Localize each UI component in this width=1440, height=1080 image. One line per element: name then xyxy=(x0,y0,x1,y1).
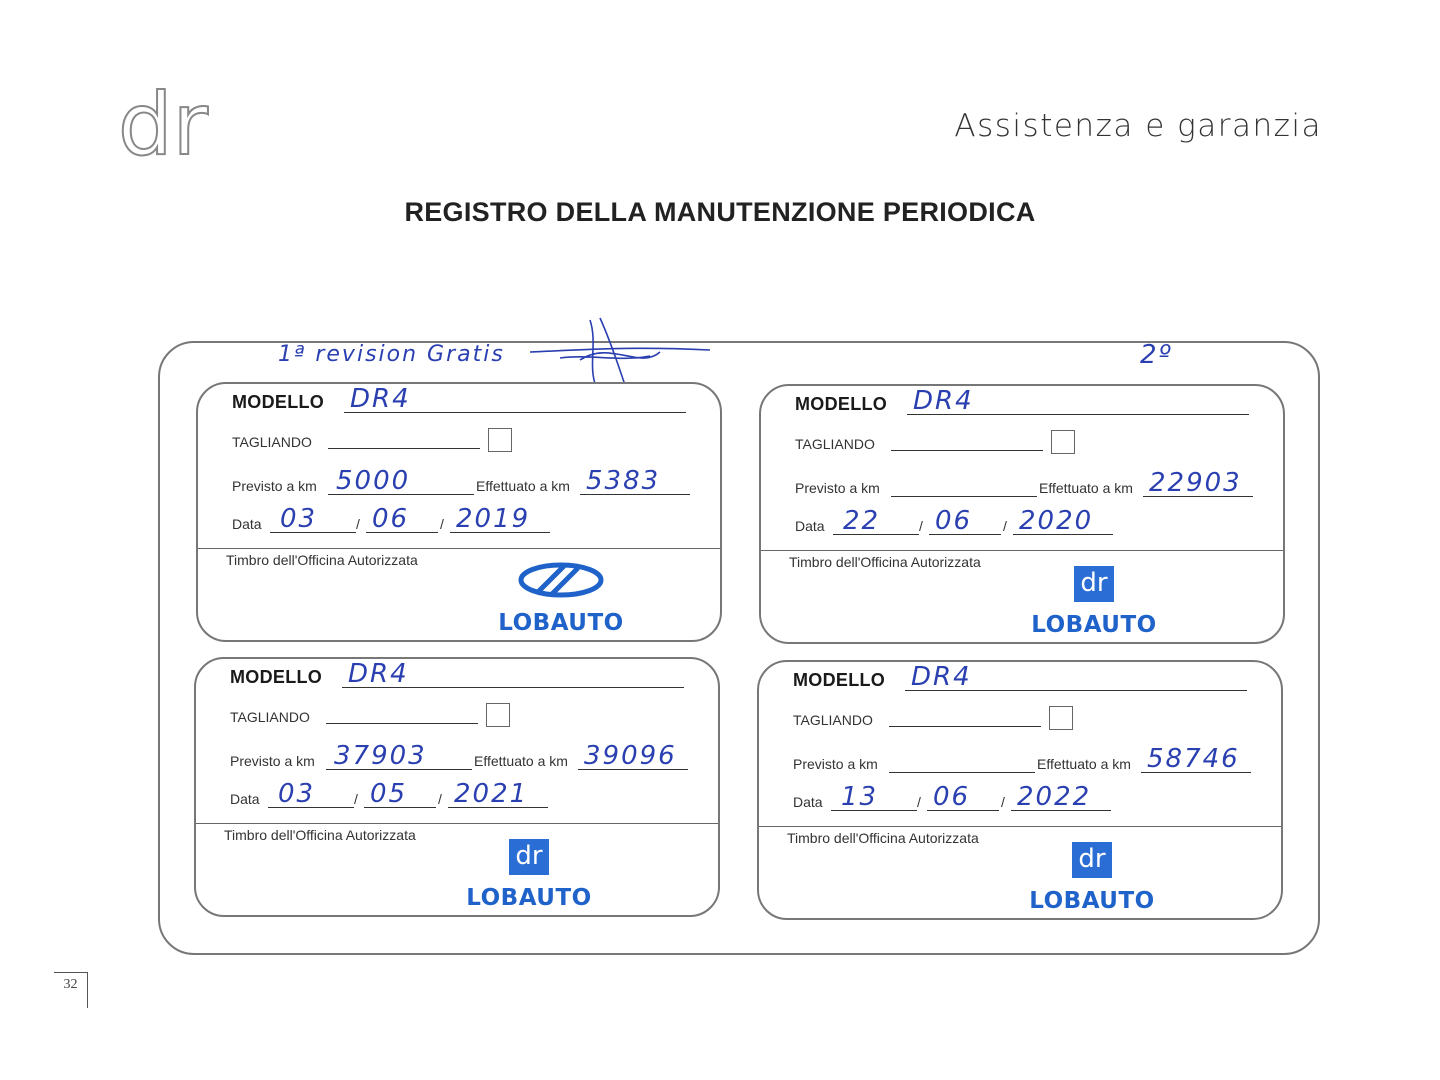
data-label: Data xyxy=(232,516,262,532)
year-value[interactable]: 2021 xyxy=(454,779,529,809)
year-value[interactable]: 2022 xyxy=(1017,782,1092,812)
month-value[interactable]: 06 xyxy=(935,506,973,536)
stamp-text: LOBAUTO xyxy=(498,610,624,636)
tagliando-line xyxy=(889,726,1041,727)
date-separator: / xyxy=(438,791,442,807)
date-separator: / xyxy=(919,518,923,534)
data-label: Data xyxy=(795,518,825,534)
timbro-label: Timbro dell'Officina Autorizzata xyxy=(224,827,416,843)
modello-row xyxy=(795,386,1249,424)
tagliando-label: TAGLIANDO xyxy=(795,436,875,452)
effettuato-value[interactable]: 5383 xyxy=(586,466,661,496)
day-value[interactable]: 13 xyxy=(841,782,879,812)
lobauto-stamp xyxy=(454,835,604,915)
handwritten-note-second: 2º xyxy=(1140,340,1173,370)
effettuato-value[interactable]: 39096 xyxy=(584,741,677,771)
tagliando-row xyxy=(795,430,1249,460)
maintenance-card-3 xyxy=(194,657,720,917)
month-value[interactable]: 05 xyxy=(370,779,408,809)
modello-label: MODELLO xyxy=(230,667,323,687)
lobauto-stamp xyxy=(486,560,636,640)
page-number: 32 xyxy=(54,972,88,1008)
km-row xyxy=(795,468,1249,504)
stamp-text: LOBAUTO xyxy=(1029,888,1155,914)
stamp-text: LOBAUTO xyxy=(1031,612,1157,638)
tagliando-row xyxy=(230,703,684,733)
stamp-divider xyxy=(759,826,1281,827)
date-separator: / xyxy=(917,794,921,810)
modello-value[interactable]: DR4 xyxy=(911,662,972,692)
date-separator: / xyxy=(1001,794,1005,810)
stamp-divider xyxy=(198,548,720,549)
km-row xyxy=(232,466,686,502)
timbro-label: Timbro dell'Officina Autorizzata xyxy=(789,554,981,570)
stamp-text: LOBAUTO xyxy=(466,885,592,911)
modello-label: MODELLO xyxy=(795,394,888,414)
dr-badge: dr xyxy=(1074,566,1114,602)
lobauto-stamp xyxy=(1019,562,1169,642)
modello-row xyxy=(230,659,684,697)
modello-label: MODELLO xyxy=(232,392,325,412)
tagliando-checkbox[interactable] xyxy=(486,703,510,727)
month-value[interactable]: 06 xyxy=(933,782,971,812)
svg-text:dr: dr xyxy=(118,86,208,160)
handwritten-note-first: 1ª revision Gratis xyxy=(278,342,505,367)
page-title: REGISTRO DELLA MANUTENZIONE PERIODICA xyxy=(404,197,1036,227)
effettuato-label: Effettuato a km xyxy=(474,753,568,769)
tagliando-label: TAGLIANDO xyxy=(230,709,310,725)
data-row xyxy=(232,504,686,540)
effettuato-value[interactable]: 22903 xyxy=(1149,468,1242,498)
previsto-value[interactable]: 5000 xyxy=(336,466,411,496)
maintenance-card-2 xyxy=(759,384,1285,644)
timbro-label: Timbro dell'Officina Autorizzata xyxy=(226,552,418,568)
data-label: Data xyxy=(230,791,260,807)
stamp-divider xyxy=(196,823,718,824)
tagliando-line xyxy=(891,450,1043,451)
km-row xyxy=(230,741,684,777)
previsto-value[interactable]: 37903 xyxy=(334,741,427,771)
lobauto-emblem-icon xyxy=(516,560,606,600)
effettuato-label: Effettuato a km xyxy=(1037,756,1131,772)
dr-badge: dr xyxy=(1072,842,1112,878)
year-value[interactable]: 2019 xyxy=(456,504,531,534)
tagliando-label: TAGLIANDO xyxy=(793,712,873,728)
day-value[interactable]: 03 xyxy=(278,779,316,809)
date-separator: / xyxy=(354,791,358,807)
modello-label: MODELLO xyxy=(793,670,886,690)
tagliando-checkbox[interactable] xyxy=(1049,706,1073,730)
timbro-label: Timbro dell'Officina Autorizzata xyxy=(787,830,979,846)
maintenance-card-1 xyxy=(196,382,722,642)
stamp-divider xyxy=(761,550,1283,551)
modello-value[interactable]: DR4 xyxy=(350,384,411,414)
modello-value[interactable]: DR4 xyxy=(348,659,409,689)
data-row xyxy=(793,782,1247,818)
modello-row xyxy=(793,662,1247,700)
previsto-label: Previsto a km xyxy=(230,753,315,769)
maintenance-card-4 xyxy=(757,660,1283,920)
day-value[interactable]: 03 xyxy=(280,504,318,534)
data-row xyxy=(795,506,1249,542)
previsto-label: Previsto a km xyxy=(793,756,878,772)
day-value[interactable]: 22 xyxy=(843,506,881,536)
effettuato-label: Effettuato a km xyxy=(476,478,570,494)
tagliando-row xyxy=(232,428,686,458)
month-value[interactable]: 06 xyxy=(372,504,410,534)
date-separator: / xyxy=(1003,518,1007,534)
dr-logo xyxy=(118,86,228,160)
tagliando-row xyxy=(793,706,1247,736)
tagliando-checkbox[interactable] xyxy=(1051,430,1075,454)
section-title: Assistenza e garanzia xyxy=(954,108,1322,144)
date-separator: / xyxy=(356,516,360,532)
dr-badge: dr xyxy=(509,839,549,875)
previsto-line xyxy=(891,496,1037,497)
data-label: Data xyxy=(793,794,823,810)
effettuato-value[interactable]: 58746 xyxy=(1147,744,1240,774)
year-value[interactable]: 2020 xyxy=(1019,506,1094,536)
effettuato-label: Effettuato a km xyxy=(1039,480,1133,496)
data-row xyxy=(230,779,684,815)
lobauto-stamp xyxy=(1017,838,1167,918)
modello-value[interactable]: DR4 xyxy=(913,386,974,416)
tagliando-label: TAGLIANDO xyxy=(232,434,312,450)
tagliando-line xyxy=(326,723,478,724)
km-row xyxy=(793,744,1247,780)
modello-row xyxy=(232,384,686,422)
tagliando-line xyxy=(328,448,480,449)
previsto-label: Previsto a km xyxy=(795,480,880,496)
date-separator: / xyxy=(440,516,444,532)
previsto-label: Previsto a km xyxy=(232,478,317,494)
tagliando-checkbox[interactable] xyxy=(488,428,512,452)
previsto-line xyxy=(889,772,1035,773)
